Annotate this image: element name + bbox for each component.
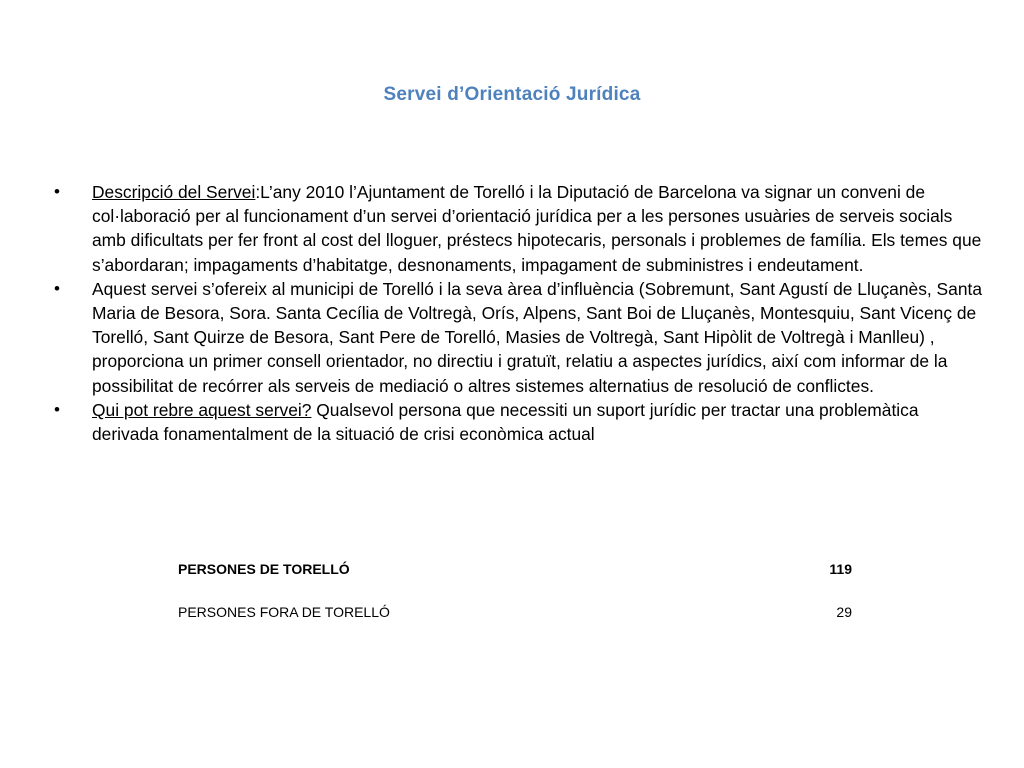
bullet-body-coverage: Aquest servei s’ofereix al municipi de Torelló i la seva àrea d’influència (Sobremunt, Sant Agustí de Lluçanès, Santa Maria de Besora, Sora. Santa Cecília de Voltregà, Orís, Alpens, Sant Boi de Lluçanès, Montesquiu, Sant Vicenç de Torelló, Sant Quirze de Besora, Sant Pere de Torelló, Masies de Voltregà, Sant Hipòlit de Voltregà i Manlleu) , proporciona un primer consell orientador, no directiu i gratuït, relatiu a aspectes jurídics, així com informar de la possibilitat de recórrer als serveis de mediació o altres sistemes alternatius de resolució de conflictes.	[92, 278, 983, 396]
stats-value-torello: 119	[829, 561, 852, 577]
bullet-body-description: :L’any 2010 l’Ajuntament de Torelló i la Diputació de Barcelona va signar un conveni de col·laboració per al funcionament d’un servei d’orientació jurídica per a les persones usuàries de serveis socials amb dificultats per fer front al cost del lloguer, préstecs hipotecaris, personals i problemes de família. Els temes que s’abordaran; impagaments d’habitatge, desnonaments, impagament de subministres i endeutament.	[92, 182, 982, 275]
bullet-body-eligibility: Qualsevol persona que necessiti un suport jurídic per tractar una problemàtica derivada fonamentalment de la situació de crisi econòmica actual	[92, 399, 919, 445]
bullet-list	[52, 180, 982, 446]
stats-table	[178, 561, 854, 624]
slide-title: Servei d’Orientació Jurídica	[383, 84, 641, 105]
bullet-dot-icon: •	[54, 182, 60, 201]
bullet-lead-description: Descripció del Servei	[92, 182, 256, 202]
stats-label-torello: PERSONES DE TORELLÓ	[178, 561, 350, 577]
bullet-dot-icon: •	[54, 399, 60, 419]
bullet-lead-eligibility: Qui pot rebre aquest servei?	[92, 399, 312, 420]
bullet-item-coverage	[52, 277, 982, 398]
stats-row-outside	[178, 604, 854, 624]
stats-value-outside: 29	[836, 604, 852, 620]
bullet-item-description	[52, 180, 982, 277]
stats-row-torello	[178, 561, 854, 581]
stats-label-outside: PERSONES FORA DE TORELLÓ	[178, 604, 390, 620]
bullet-dot-icon: •	[54, 278, 60, 298]
bullet-item-eligibility	[52, 398, 982, 446]
